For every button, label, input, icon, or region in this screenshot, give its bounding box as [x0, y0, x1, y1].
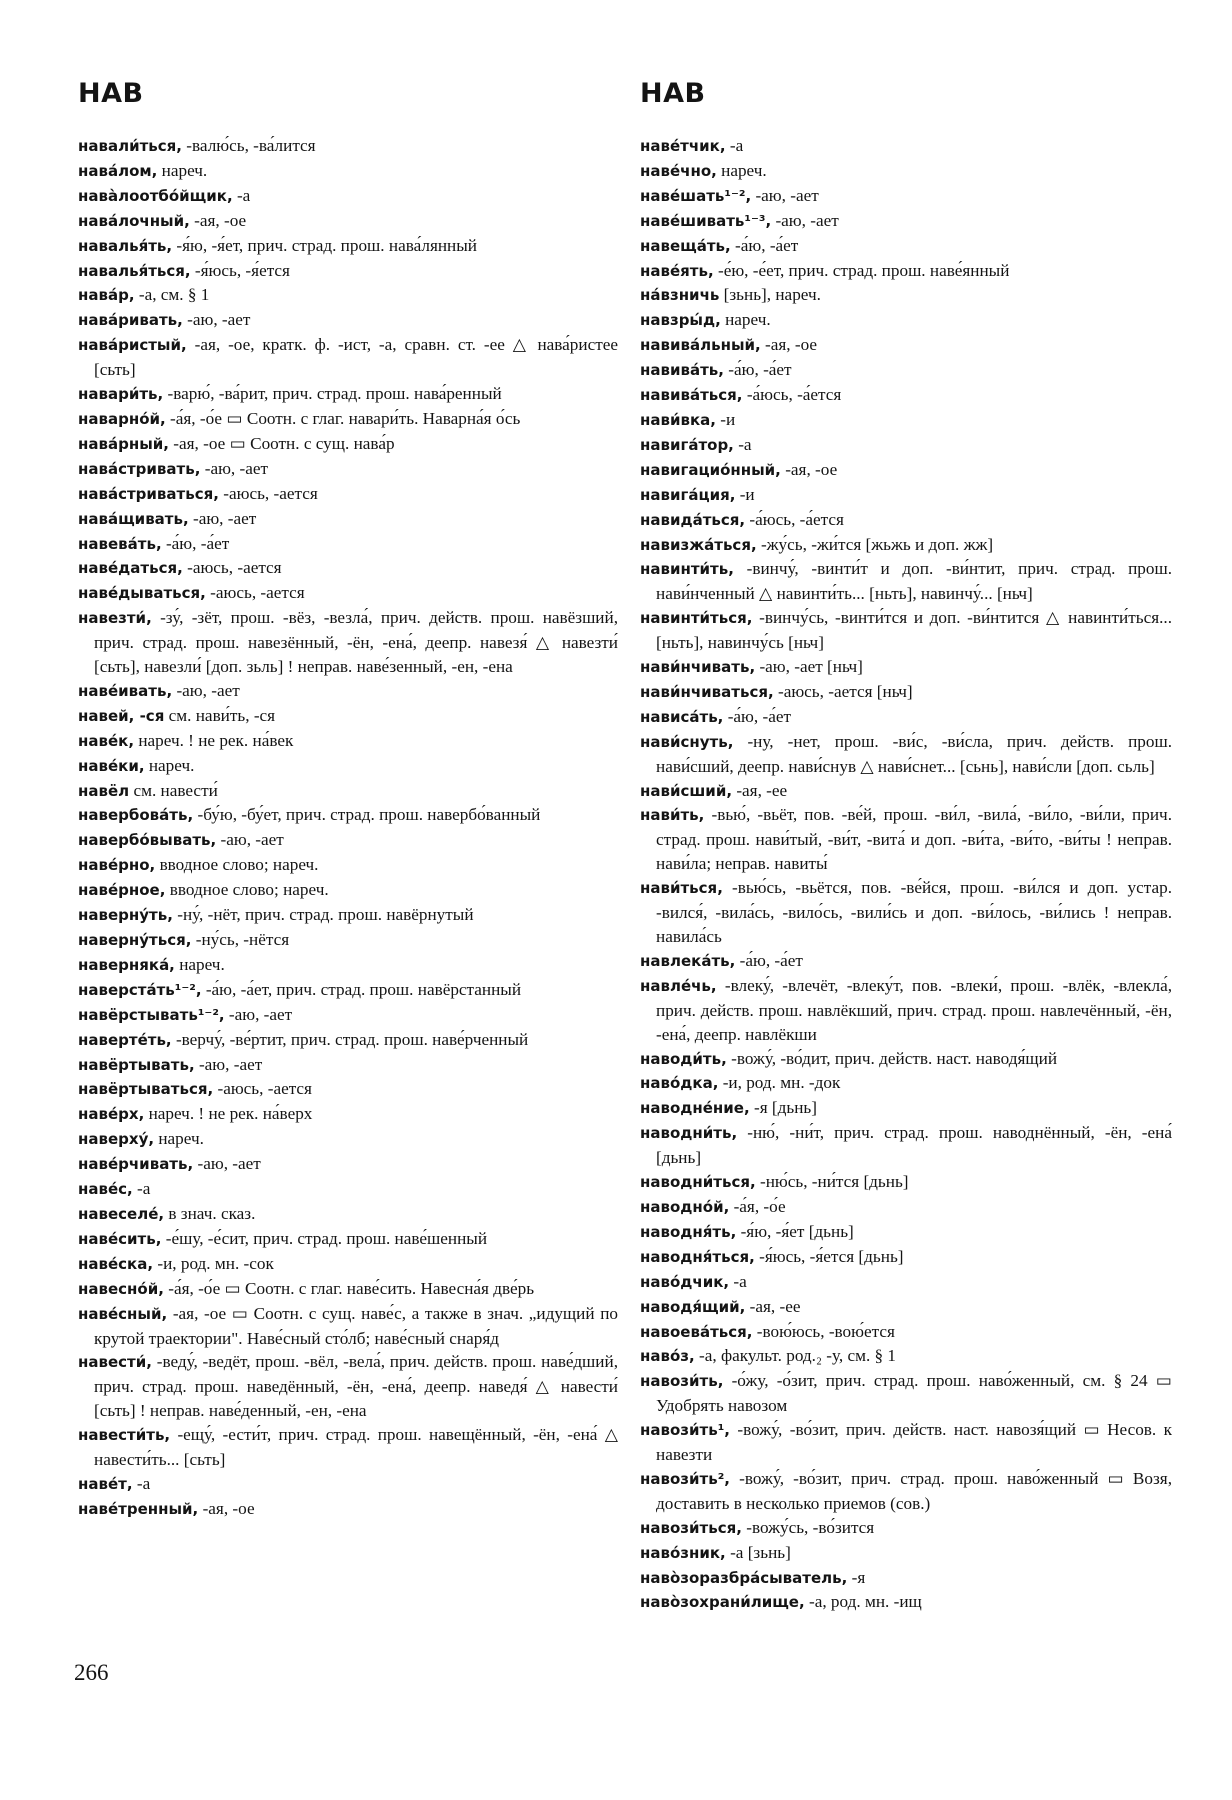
entry-headword: навигацио́нный, [640, 460, 781, 479]
entry-headword: нави́вка, [640, 410, 716, 429]
entry-headword: наве́ивать, [78, 681, 173, 700]
entry-definition: -я́юсь, -я́ется [190, 260, 290, 280]
entry-definition: -а́ю, -а́ет [161, 533, 230, 553]
entry-definition: нареч. [154, 1129, 204, 1149]
entry-definition: -ну́, -нёт, прич. страд. прош. навёрнутый [172, 905, 474, 925]
entry-headword: наверну́ть, [78, 906, 173, 925]
entry-headword: наво́з, [640, 1347, 695, 1366]
entry-headword: наводи́ть, [640, 1049, 727, 1068]
dictionary-entry [78, 134, 618, 159]
entry-definition: -аю, -ает [172, 680, 240, 700]
entry-definition: -вою́юсь, -вою́ется [752, 1321, 895, 1341]
entry-definition: -а [132, 1473, 151, 1493]
dictionary-entry [640, 1590, 1172, 1615]
dictionary-entry [78, 507, 618, 532]
entry-definition: -а́юсь, -а́ется [742, 385, 842, 405]
entry-headword: нава́рный, [78, 434, 169, 453]
dictionary-entry [78, 432, 618, 457]
dictionary-entry [640, 483, 1172, 508]
entry-headword: навига́тор, [640, 435, 734, 454]
entry-headword: наво́дчик, [640, 1272, 730, 1291]
right-running-head: НАВ [640, 78, 706, 109]
entry-headword: навести́, [78, 1353, 152, 1372]
entry-headword: навоева́ться, [640, 1322, 753, 1341]
entry-definition: -аюсь, -ается [218, 483, 318, 503]
dictionary-entry [640, 606, 1172, 655]
dictionary-entry [640, 1047, 1172, 1072]
entry-definition: см. навести́ [129, 780, 218, 800]
dictionary-entry [78, 1227, 618, 1252]
entry-headword: наводня́ться, [640, 1247, 755, 1266]
dictionary-entry [640, 1220, 1172, 1245]
entry-definition: -е́ю, -е́ет, прич. страд. прош. наве́янный [713, 260, 1010, 280]
entry-definition: -а, факульт. род.₂ -у, см. § 1 [694, 1346, 897, 1366]
entry-headword: наверну́ться, [78, 931, 192, 949]
entry-headword: нава́лом, [78, 161, 158, 180]
entry-definition: -а [733, 434, 752, 454]
dictionary-entry [640, 408, 1172, 433]
entry-headword: навлека́ть, [640, 951, 736, 970]
dictionary-entry [640, 1195, 1172, 1220]
dictionary-entry [640, 1418, 1172, 1467]
entry-headword: наве́т, [78, 1474, 133, 1493]
dictionary-entry [78, 259, 618, 284]
dictionary-entry [640, 1320, 1172, 1345]
entry-headword: нави́снуть, [640, 732, 734, 751]
entry-definition: нареч. ! не рек. на́век [134, 730, 294, 750]
dictionary-entry [78, 1302, 618, 1351]
entry-definition: -вожу́сь, -во́зится [741, 1517, 875, 1537]
dictionary-entry [640, 1295, 1172, 1320]
entry-headword: наво́зник, [640, 1543, 726, 1562]
entry-definition: -а́я, -о́е ▭ Соотн. с глаг. наве́сить. Навесна́я две́рь [163, 1278, 535, 1298]
entry-headword: нава́щивать, [78, 509, 189, 528]
entry-headword: навёртывать, [78, 1055, 195, 1074]
entry-definition: -а, род. мн. -ищ [804, 1592, 922, 1612]
entry-headword: нава̀лоотбо́йщик, [78, 186, 233, 205]
entry-definition: -веду́, -ведёт, прош. -вёл, -вела́, прич. действ. прош. наве́дший, прич. страд. прош. наведённый, -ён, -ена́, деепр. наведя́ △ навести́ [сьть] ! неправ. наве́денный, -ен, -ена [94, 1352, 618, 1421]
dictionary-entry [640, 1467, 1172, 1516]
dictionary-entry [78, 1127, 618, 1152]
entry-headword: наве́шивать¹⁻³, [640, 211, 772, 230]
entry-definition: -а [725, 136, 744, 155]
dictionary-entry [640, 1516, 1172, 1541]
entry-definition: -а́ю, -а́ет [735, 950, 803, 970]
dictionary-entry [640, 1566, 1172, 1591]
entry-headword: навинти́ться, [640, 609, 753, 628]
entry-headword: нава́ристый, [78, 336, 187, 355]
dictionary-entry [640, 1270, 1172, 1295]
entry-definition: -а́юсь, -а́ется [745, 509, 844, 529]
entry-definition: вводное слово; нареч. [165, 880, 329, 900]
dictionary-entry [640, 458, 1172, 483]
dictionary-entry [640, 557, 1172, 606]
entry-headword: навле́чь, [640, 976, 717, 995]
entry-definition: -я [847, 1567, 866, 1587]
entry-headword: навинти́ть, [640, 560, 734, 579]
dictionary-entry [78, 978, 618, 1003]
entry-definition: -ая, -ое ▭ Соотн. с сущ. наве́с, а также в знач. „идущий по крутой траектории". Наве́сный сто́лб; наве́сный снаря́д [94, 1303, 618, 1348]
entry-definition: -е́шу, -е́сит, прич. страд. прош. наве́шенный [161, 1228, 488, 1248]
entry-headword: навезти́, [78, 609, 152, 628]
entry-headword: навёрстывать¹⁻², [78, 1005, 225, 1024]
entry-headword: навей, -ся [78, 706, 165, 725]
entry-definition: -аю, -ает [188, 508, 257, 528]
dictionary-entry [640, 259, 1172, 284]
entry-headword: наводни́ться, [640, 1173, 756, 1192]
entry-definition: -а [132, 1179, 151, 1199]
entry-headword: навози́ть, [640, 1372, 724, 1391]
entry-headword: наво̀зоразбра́сыватель, [640, 1568, 848, 1587]
entry-headword: наве́рное, [78, 881, 166, 900]
entry-headword: наво́дка, [640, 1074, 719, 1093]
dictionary-entry [640, 1071, 1172, 1096]
entry-definition: -аюсь, -ается [ньч] [773, 681, 913, 701]
entry-headword: навози́ться, [640, 1518, 742, 1537]
dictionary-entry [78, 878, 618, 903]
entry-headword: навербова́ть, [78, 806, 194, 825]
entry-headword: наво̀зохрани́лище, [640, 1593, 805, 1612]
entry-headword: наварно́й, [78, 409, 166, 428]
dictionary-entry [78, 159, 618, 184]
entry-definition: -аю, -ает [216, 830, 284, 850]
entry-headword: наве́тренный, [78, 1499, 199, 1518]
entry-headword: наводня́ть, [640, 1222, 737, 1241]
dictionary-entry [78, 803, 618, 828]
entry-definition: см. нави́ть, -ся [164, 705, 276, 725]
dictionary-entry [78, 928, 618, 953]
page-number: 266 [74, 1660, 109, 1685]
entry-definition: -жу́сь, -жи́тся [жьжь и доп. жж] [756, 534, 994, 554]
dictionary-entry [78, 1077, 618, 1102]
entry-definition: -а́я, -о́е [729, 1196, 786, 1216]
dictionary-entry [78, 382, 618, 407]
entry-definition: нареч. [157, 160, 208, 180]
entry-definition: -ну, -нет, прош. -ви́с, -ви́сла, прич. действ. прош. нави́сший, деепр. нави́снув △ нави́снет... [сьнь], нави́сли [доп. сьль] [656, 731, 1172, 776]
dictionary-entry [640, 383, 1172, 408]
entry-definition: -аюсь, -ается [213, 1079, 312, 1099]
entry-headword: навеща́ть, [640, 236, 731, 255]
left-entry-list [78, 134, 618, 1522]
entry-headword: навива́ться, [640, 386, 743, 405]
entry-headword: наве́шать¹⁻², [640, 186, 752, 205]
entry-headword: навали́ться, [78, 137, 182, 155]
dictionary-entry [78, 754, 618, 779]
entry-headword: наве́ять, [640, 261, 714, 280]
entry-definition: -а́ю, -а́ет [723, 706, 791, 726]
entry-headword: нава́стриваться, [78, 484, 219, 503]
entry-definition: -аюсь, -ается [205, 583, 305, 603]
dictionary-entry [78, 729, 618, 754]
dictionary-entry [640, 1121, 1172, 1170]
dictionary-entry [640, 680, 1172, 705]
dictionary-entry [78, 1102, 618, 1127]
entry-headword: навалья́ться, [78, 261, 191, 280]
dictionary-entry [78, 853, 618, 878]
dictionary-entry [640, 803, 1172, 876]
dictionary-entry [640, 876, 1172, 949]
entry-definition: -аю, -ает [751, 185, 819, 205]
entry-definition: -ая, -ое ▭ Соотн. с сущ. нава́р [168, 433, 395, 453]
entry-headword: наводне́ние, [640, 1099, 750, 1118]
entry-headword: нави́ть, [640, 806, 705, 825]
dictionary-entry [78, 457, 618, 482]
entry-definition: -ещу́, -ести́т, прич. страд. прош. навещённый, -ён, -ена́ △ навести́ть... [сьть] [94, 1425, 618, 1470]
entry-definition: -о́жу, -о́зит, прич. страд. прош. наво́женный, см. § 24 ▭ Удобрять навозом [656, 1371, 1172, 1416]
entry-definition: [зьнь], нареч. [719, 285, 821, 305]
dictionary-entry [640, 508, 1172, 533]
entry-definition: -аю, -ает [200, 458, 269, 478]
entry-definition: нареч. [174, 954, 225, 974]
dictionary-entry [78, 1252, 618, 1277]
dictionary-entry [640, 1245, 1172, 1270]
entry-definition: -ая, -ое [780, 459, 838, 479]
entry-headword: наверте́ть, [78, 1030, 172, 1049]
entry-definition: -вью́сь, -вьётся, пов. -ве́йся, прош. -ви́лся и доп. устар. -вился́, -вила́сь, -вило́сь, -вили́сь и доп. -ви́лось, -ви́лись ! неправ. навила́сь [656, 878, 1172, 946]
dictionary-entry [78, 1277, 618, 1302]
entry-definition: нареч. [144, 755, 195, 775]
entry-definition: в знач. сказ. [164, 1203, 256, 1223]
entry-definition: -валю́сь, -ва́лится [182, 136, 316, 155]
dictionary-entry [78, 1472, 618, 1497]
entry-headword: наве́чно, [640, 161, 717, 180]
dictionary-entry [640, 1344, 1172, 1369]
entry-headword: нави́сший, [640, 781, 733, 800]
dictionary-entry [640, 730, 1172, 779]
entry-definition: -ая, -ое [198, 1498, 255, 1518]
entry-headword: наводни́ть, [640, 1124, 738, 1143]
dictionary-entry [78, 704, 618, 729]
entry-headword: навева́ть, [78, 534, 162, 553]
entry-definition: -а́я, -о́е ▭ Соотн. с глаг. навари́ть. Наварна́я о́сь [165, 408, 521, 428]
dictionary-entry [640, 283, 1172, 308]
entry-headword: навози́ть¹, [640, 1421, 730, 1440]
dictionary-entry [640, 1541, 1172, 1566]
dictionary-entry [78, 1423, 618, 1472]
left-running-head: НАВ [78, 78, 144, 109]
dictionary-entry [78, 581, 618, 606]
dictionary-entry [640, 333, 1172, 358]
entry-definition: -аю, -ает [182, 310, 251, 330]
dictionary-entry [78, 407, 618, 432]
entry-headword: навесно́й, [78, 1279, 164, 1298]
dictionary-entry [78, 953, 618, 978]
dictionary-entry [640, 234, 1172, 259]
dictionary-entry [78, 1152, 618, 1177]
entry-headword: наве́сный, [78, 1304, 168, 1323]
dictionary-entry [78, 1053, 618, 1078]
dictionary-entry [640, 533, 1172, 558]
entry-definition: -я́юсь, -я́ется [дьнь] [754, 1246, 904, 1266]
entry-definition: -я [дьнь] [749, 1098, 817, 1118]
entry-definition: -варю́, -ва́рит, прич. страд. прош. нава́ренный [163, 384, 502, 404]
dictionary-entry [640, 1096, 1172, 1121]
entry-headword: навзры́д, [640, 311, 721, 330]
entry-headword: наве́даться, [78, 559, 183, 578]
dictionary-entry [78, 333, 618, 382]
entry-headword: наве́рно, [78, 856, 156, 875]
entry-definition: -а́ю, -а́ет [730, 235, 799, 255]
entry-headword: навёртываться, [78, 1080, 214, 1099]
entry-definition: -и [715, 409, 736, 429]
dictionary-entry [640, 134, 1172, 159]
entry-definition: -аю, -ает [193, 1154, 261, 1174]
entry-definition: -ая, -ое [189, 210, 247, 230]
entry-definition: нареч. [716, 160, 767, 180]
dictionary-entry [78, 828, 618, 853]
dictionary-entry [640, 1170, 1172, 1195]
entry-headword: навига́ция, [640, 485, 736, 504]
dictionary-entry [78, 679, 618, 704]
entry-headword: наве́дываться, [78, 584, 206, 603]
dictionary-entry [78, 532, 618, 557]
entry-definition: -зу́, -зёт, прош. -вёз, -везла́, прич. действ. прош. навёзший, прич. страд. прош. навезённый, -ён, -ена́, деепр. навезя́ △ навезти́ [сьть], навезли́ [доп. зьль] ! неправ. наве́зенный, -ен, -ена [94, 608, 618, 677]
entry-definition: -ну́сь, -нётся [191, 930, 290, 949]
entry-headword: наве́рх, [78, 1105, 145, 1124]
entry-headword: наверста́ть¹⁻², [78, 980, 202, 999]
entry-headword: нава́р, [78, 286, 135, 305]
entry-definition: -бу́ю, -бу́ет, прич. страд. прош. навербо́ванный [193, 805, 541, 825]
entry-headword: навалья́ть, [78, 236, 173, 255]
dictionary-entry [78, 209, 618, 234]
dictionary-entry [78, 1202, 618, 1227]
dictionary-entry [640, 159, 1172, 184]
dictionary-entry [640, 209, 1172, 234]
entry-definition: -и, род. мн. -док [718, 1073, 841, 1093]
dictionary-entry [640, 655, 1172, 680]
dictionary-entry [78, 606, 618, 679]
dictionary-entry [78, 234, 618, 259]
entry-headword: наве́ска, [78, 1254, 154, 1273]
entry-headword: наверху́, [78, 1130, 155, 1149]
entry-headword: наве́тчик, [640, 137, 726, 155]
entry-headword: нава́лочный, [78, 211, 190, 230]
dictionary-entry [78, 184, 618, 209]
dictionary-entry [78, 482, 618, 507]
entry-headword: нава́ривать, [78, 311, 183, 330]
dictionary-entry [78, 308, 618, 333]
right-entry-list [640, 134, 1172, 1615]
dictionary-entry [78, 1028, 618, 1053]
entry-definition: -и, род. мн. -сок [153, 1253, 274, 1273]
dictionary-entry [640, 358, 1172, 383]
entry-definition: -влеку́, -влечёт, -влеку́т, пов. -влеки́, прош. -влёк, -влекла́, прич. действ. прош. навлёкший, прич. страд. прош. навлечённый, -ён, -ена́, деепр. навлёкши [656, 975, 1172, 1044]
entry-headword: нава́стривать, [78, 459, 201, 478]
entry-definition: -ая, -ое [760, 335, 818, 355]
dictionary-entry [78, 556, 618, 581]
entry-headword: навози́ть², [640, 1469, 730, 1488]
dictionary-entry [640, 949, 1172, 974]
entry-headword: на́взничь [640, 286, 720, 305]
entry-headword: нависа́ть, [640, 707, 724, 726]
entry-headword: навести́ть, [78, 1426, 171, 1445]
entry-definition: -ая, -ое, кратк. ф. -ист, -а, сравн. ст. -ее △ нава́ристее [сьть] [94, 335, 618, 380]
entry-headword: наве́рчивать, [78, 1155, 194, 1174]
entry-headword: навербо́вывать, [78, 831, 217, 850]
entry-headword: нави́нчивать, [640, 658, 756, 677]
dictionary-entry [78, 903, 618, 928]
dictionary-entry [640, 308, 1172, 333]
entry-definition: -ню́, -ни́т, прич. страд. прош. наводнённый, -ён, -ена́ [дьнь] [656, 1123, 1172, 1168]
entry-headword: навида́ться, [640, 510, 746, 529]
entry-headword: навеселе́, [78, 1204, 165, 1223]
entry-headword: навари́ть, [78, 385, 164, 404]
entry-definition: -а́ю, -а́ет [723, 360, 792, 380]
dictionary-entry [640, 705, 1172, 730]
dictionary-entry [78, 1177, 618, 1202]
entry-definition: -вью́, -вьёт, пов. -ве́й, прош. -ви́л, -вила́, -ви́ло, -ви́ли, прич. страд. прош. нави́тый, -ви́т, -вита́ и доп. -ви́та, -ви́то, -ви́ты ! неправ. нави́ла; неправ. навиты́ [656, 805, 1172, 874]
entry-definition: -я́ю, -я́ет [дьнь] [736, 1221, 854, 1241]
entry-headword: навёл [78, 781, 130, 800]
entry-headword: наве́к, [78, 731, 135, 750]
entry-definition: -винчу́, -винти́т и доп. -ви́нтит, прич. страд. прош. нави́нченный △ навинти́ть... [ньть], навинчу́... [ньч] [656, 559, 1172, 604]
entry-definition: -а́ю, -а́ет, прич. страд. прош. навёрстанный [201, 979, 522, 999]
entry-definition: -и [735, 484, 755, 504]
entry-headword: наве́ки, [78, 756, 145, 775]
entry-definition: -аю, -ает [771, 210, 839, 230]
dictionary-entry [640, 433, 1172, 458]
entry-definition: вводное слово; нареч. [155, 855, 319, 875]
dictionary-entry [640, 974, 1172, 1047]
entry-headword: нави́ться, [640, 879, 723, 898]
entry-definition: -вожу́, -во́зит, прич. действ. наст. навозя́щий ▭ Несов. к навезти [656, 1420, 1172, 1465]
entry-headword: наводно́й, [640, 1197, 730, 1216]
entry-definition: -а [729, 1271, 747, 1291]
dictionary-entry [78, 283, 618, 308]
entry-definition: -ая, -ее [745, 1296, 801, 1316]
entry-definition: -я́ю, -я́ет, прич. страд. прош. нава́лянный [172, 235, 477, 255]
entry-definition: -вожу́, -во́дит, прич. действ. наст. наводя́щий [726, 1048, 1058, 1068]
entry-definition: -а, см. § 1 [134, 285, 210, 305]
entry-headword: наводя́щий, [640, 1297, 746, 1316]
entry-definition: -винчу́сь, -винти́тся и доп. -ви́нтится △ навинти́ться... [ньть], навинчу́сь [ньч] [656, 608, 1172, 653]
entry-headword: нави́нчиваться, [640, 682, 774, 701]
entry-headword: наве́с, [78, 1180, 133, 1199]
dictionary-entry [640, 1369, 1172, 1418]
dictionary-entry [78, 1350, 618, 1423]
entry-headword: наверняка́, [78, 955, 175, 974]
entry-definition: -аю, -ает [ньч] [755, 657, 863, 677]
dictionary-entry [78, 1003, 618, 1028]
entry-headword: навива́ть, [640, 361, 724, 380]
entry-definition: нареч. [720, 310, 771, 330]
entry-headword: наве́сить, [78, 1229, 162, 1248]
entry-definition: -верчу́, -ве́ртит, прич. страд. прош. наве́рченный [171, 1029, 529, 1049]
entry-definition: -аю, -ает [224, 1004, 293, 1024]
entry-headword: навива́льный, [640, 336, 761, 355]
entry-definition: -ню́сь, -ни́тся [дьнь] [755, 1172, 909, 1192]
entry-definition: нареч. ! не рек. на́верх [144, 1104, 313, 1124]
entry-definition: -аю, -ает [194, 1054, 263, 1074]
dictionary-entry [640, 184, 1172, 209]
entry-definition: -а [зьнь] [725, 1542, 791, 1562]
dictionary-entry [78, 1497, 618, 1522]
entry-definition: -а [232, 185, 251, 205]
dictionary-entry [78, 779, 618, 804]
entry-definition: -аюсь, -ается [182, 558, 282, 578]
dictionary-entry [640, 779, 1172, 804]
entry-headword: навизжа́ться, [640, 535, 757, 554]
entry-definition: -вожу́, -во́зит, прич. страд. прош. наво́женный ▭ Возя, доставить в несколько приемов (сов.) [656, 1468, 1172, 1513]
entry-definition: -ая, -ее [732, 780, 788, 800]
